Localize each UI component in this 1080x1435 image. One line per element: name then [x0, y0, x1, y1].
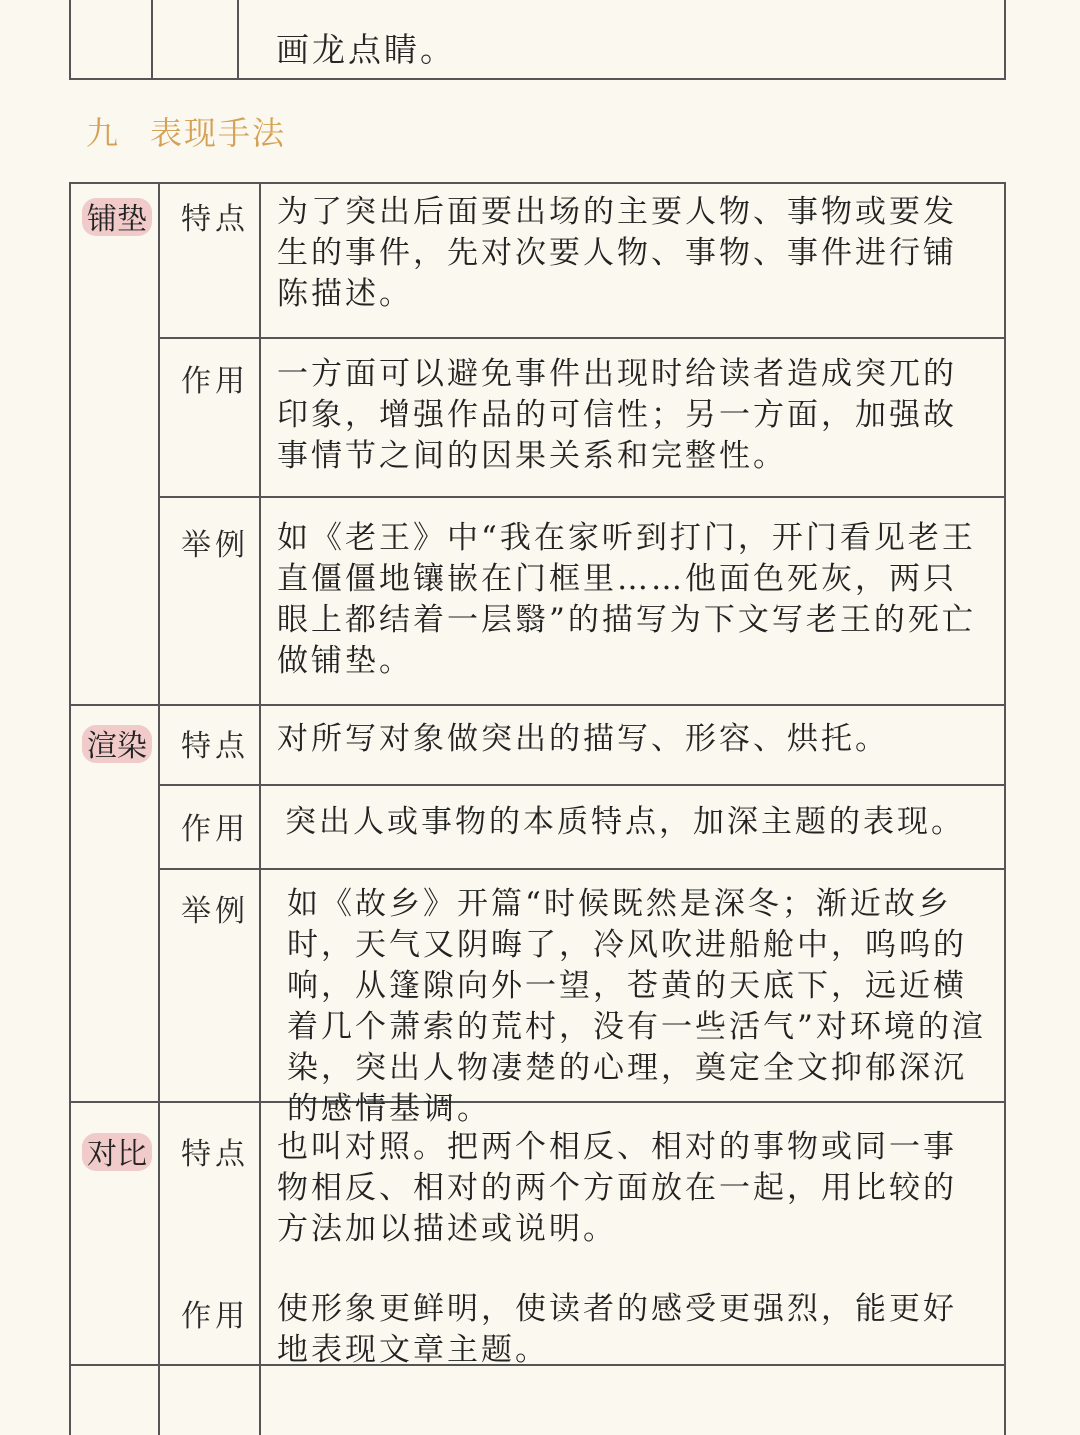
row-content: 如《故乡》开篇“时候既然是深冬；渐近故乡时，天气又阴晦了，冷风吹进船舱中，呜呜的响，从篷隙向外一望，苍黄的天底下，远近横着几个萧索的荒村，没有一些活气”对环境的渲染，突出人物凄楚的心理，奠定全文抑郁深沉的感情基调。 [287, 886, 986, 1127]
row-content: 也叫对照。把两个相反、相对的事物或同一事物相反、相对的两个方面放在一起，用比较的方法加以描述或说明。 [277, 1129, 957, 1247]
previous-table-col1 [71, 0, 153, 78]
section-title: 表现手法 [150, 114, 287, 152]
row-label: 特点 [181, 202, 249, 237]
section-heading [86, 108, 286, 154]
row-label: 举例 [181, 528, 249, 563]
technique-label: 铺垫 [84, 194, 150, 238]
group-divider [71, 704, 1004, 706]
column-divider [158, 184, 160, 1435]
row-content: 对所写对象做突出的描写、形容、烘托。 [277, 721, 889, 757]
row-divider [158, 784, 1004, 786]
section-number: 九 [86, 114, 121, 152]
row-content: 为了突出后面要出场的主要人物、事物或要发生的事件，先对次要人物、事物、事件进行铺陈描述。 [277, 194, 957, 312]
techniques-table [69, 182, 1006, 1435]
row-label: 特点 [181, 729, 249, 764]
row-label: 作用 [181, 364, 249, 399]
row-label: 作用 [181, 812, 249, 847]
row-label: 作用 [181, 1299, 249, 1334]
row-divider [158, 337, 1004, 339]
row-content: 一方面可以避免事件出现时给读者造成突兀的印象，增强作品的可信性；另一方面，加强故事情节之间的因果关系和完整性。 [277, 356, 957, 474]
row-label: 举例 [181, 894, 249, 929]
previous-table-text: 画龙点睛。 [276, 30, 456, 69]
row-divider [158, 868, 1004, 870]
previous-table-fragment [69, 0, 1006, 80]
row-content: 突出人或事物的本质特点，加深主题的表现。 [285, 804, 965, 840]
row-content: 使形象更鲜明，使读者的感受更强烈，能更好地表现文章主题。 [277, 1291, 957, 1368]
column-divider [259, 184, 261, 1435]
row-divider [158, 496, 1004, 498]
previous-table-col2 [153, 0, 239, 78]
row-label: 特点 [181, 1137, 249, 1172]
technique-label: 渲染 [84, 721, 150, 765]
row-content: 如《老王》中“我在家听到打门，开门看见老王直僵僵地镶嵌在门框里……他面色死灰，两只眼上都结着一层翳”的描写为下文写老王的死亡做铺垫。 [277, 520, 976, 679]
technique-label: 对比 [84, 1129, 150, 1173]
